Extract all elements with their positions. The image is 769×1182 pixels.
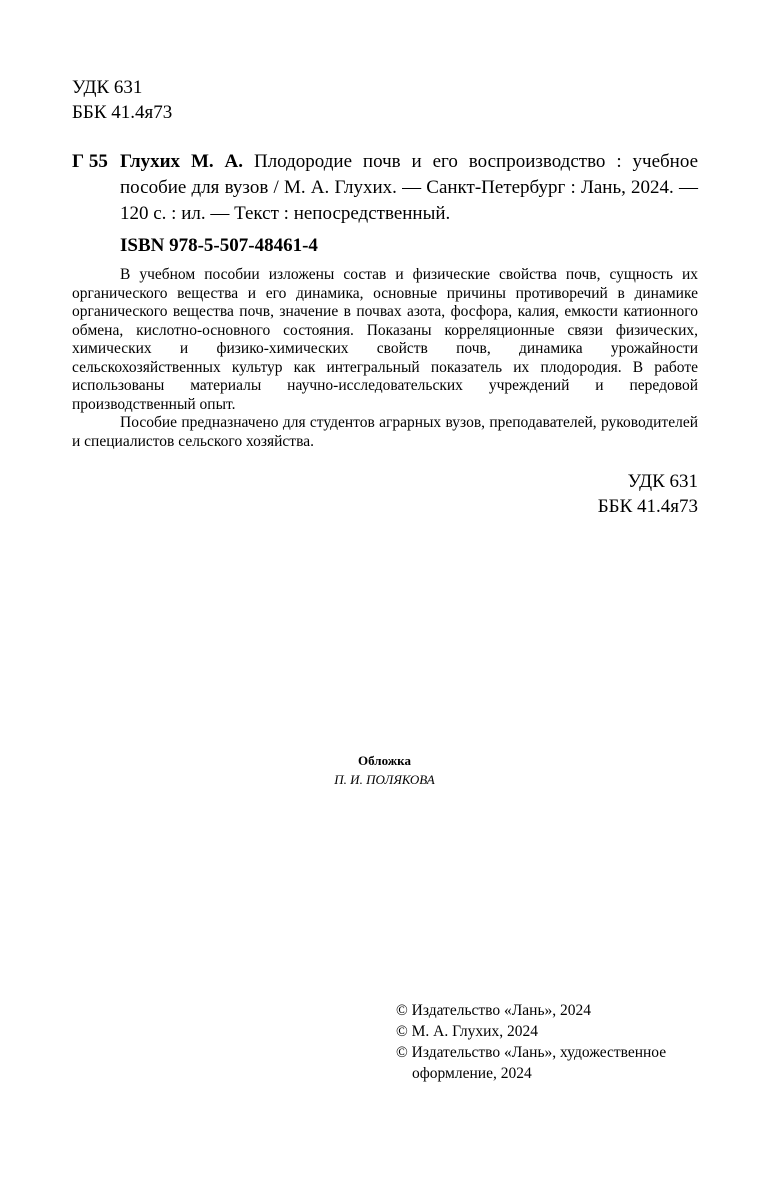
copyright-line-design-cont: оформление, 2024 bbox=[412, 1065, 532, 1082]
copyright-line-author: © М. А. Глухих, 2024 bbox=[396, 1023, 538, 1040]
author-mark: Г 55 bbox=[72, 151, 108, 172]
cover-credit bbox=[0, 751, 769, 789]
bbk-code-right: ББК 41.4я73 bbox=[597, 496, 698, 517]
bibliographic-entry bbox=[72, 149, 698, 227]
udk-code: УДК 631 bbox=[72, 77, 143, 98]
abstract-paragraph-2: Пособие предназначено для студентов аграрных вузов, преподавателей, руководителей и специалистов сельского хозяйства. bbox=[72, 414, 698, 450]
classification-codes bbox=[598, 469, 698, 519]
abstract bbox=[72, 266, 698, 451]
cover-designer: П. И. ПОЛЯКОВА bbox=[334, 772, 435, 787]
cover-label: Обложка bbox=[358, 753, 411, 768]
copyright-block bbox=[396, 1000, 666, 1084]
copyright-line-publisher: © Издательство «Лань», 2024 bbox=[396, 1002, 592, 1019]
bibliographic-description: Плодородие почв и его воспроизводство : учебное пособие для вузов / М. А. Глухих. — Санкт-Петербург : Лань, 2024. — 120 с. : ил. — Текст : непосредственный. bbox=[120, 151, 699, 224]
abstract-paragraph-1: В учебном пособии изложены состав и физические свойства почв, сущность их органического вещества и его динамика, основные причины противоречий в динамике органического вещества почв, значение в почвах азота, фосфора, калия, емкости катионного обмена, кислотно-основного состояния. Показаны корреляционные связи физических, химических и физико-химических свойств почв, динамика урожайности сельскохозяйственных культур как интегральный показатель их плодородия. В работе использованы материалы научно-исследовательских учреждений и передовой производственный опыт. bbox=[72, 266, 698, 413]
author-name: Глухих М. А. bbox=[120, 151, 244, 172]
bbk-code: ББК 41.4я73 bbox=[72, 102, 173, 123]
udk-code-right: УДК 631 bbox=[627, 471, 698, 492]
classification-header bbox=[72, 75, 172, 125]
copyright-line-design: © Издательство «Лань», художественное bbox=[396, 1044, 667, 1061]
isbn: ISBN 978-5-507-48461-4 bbox=[120, 235, 318, 256]
bibliographic-description-block bbox=[120, 149, 698, 227]
